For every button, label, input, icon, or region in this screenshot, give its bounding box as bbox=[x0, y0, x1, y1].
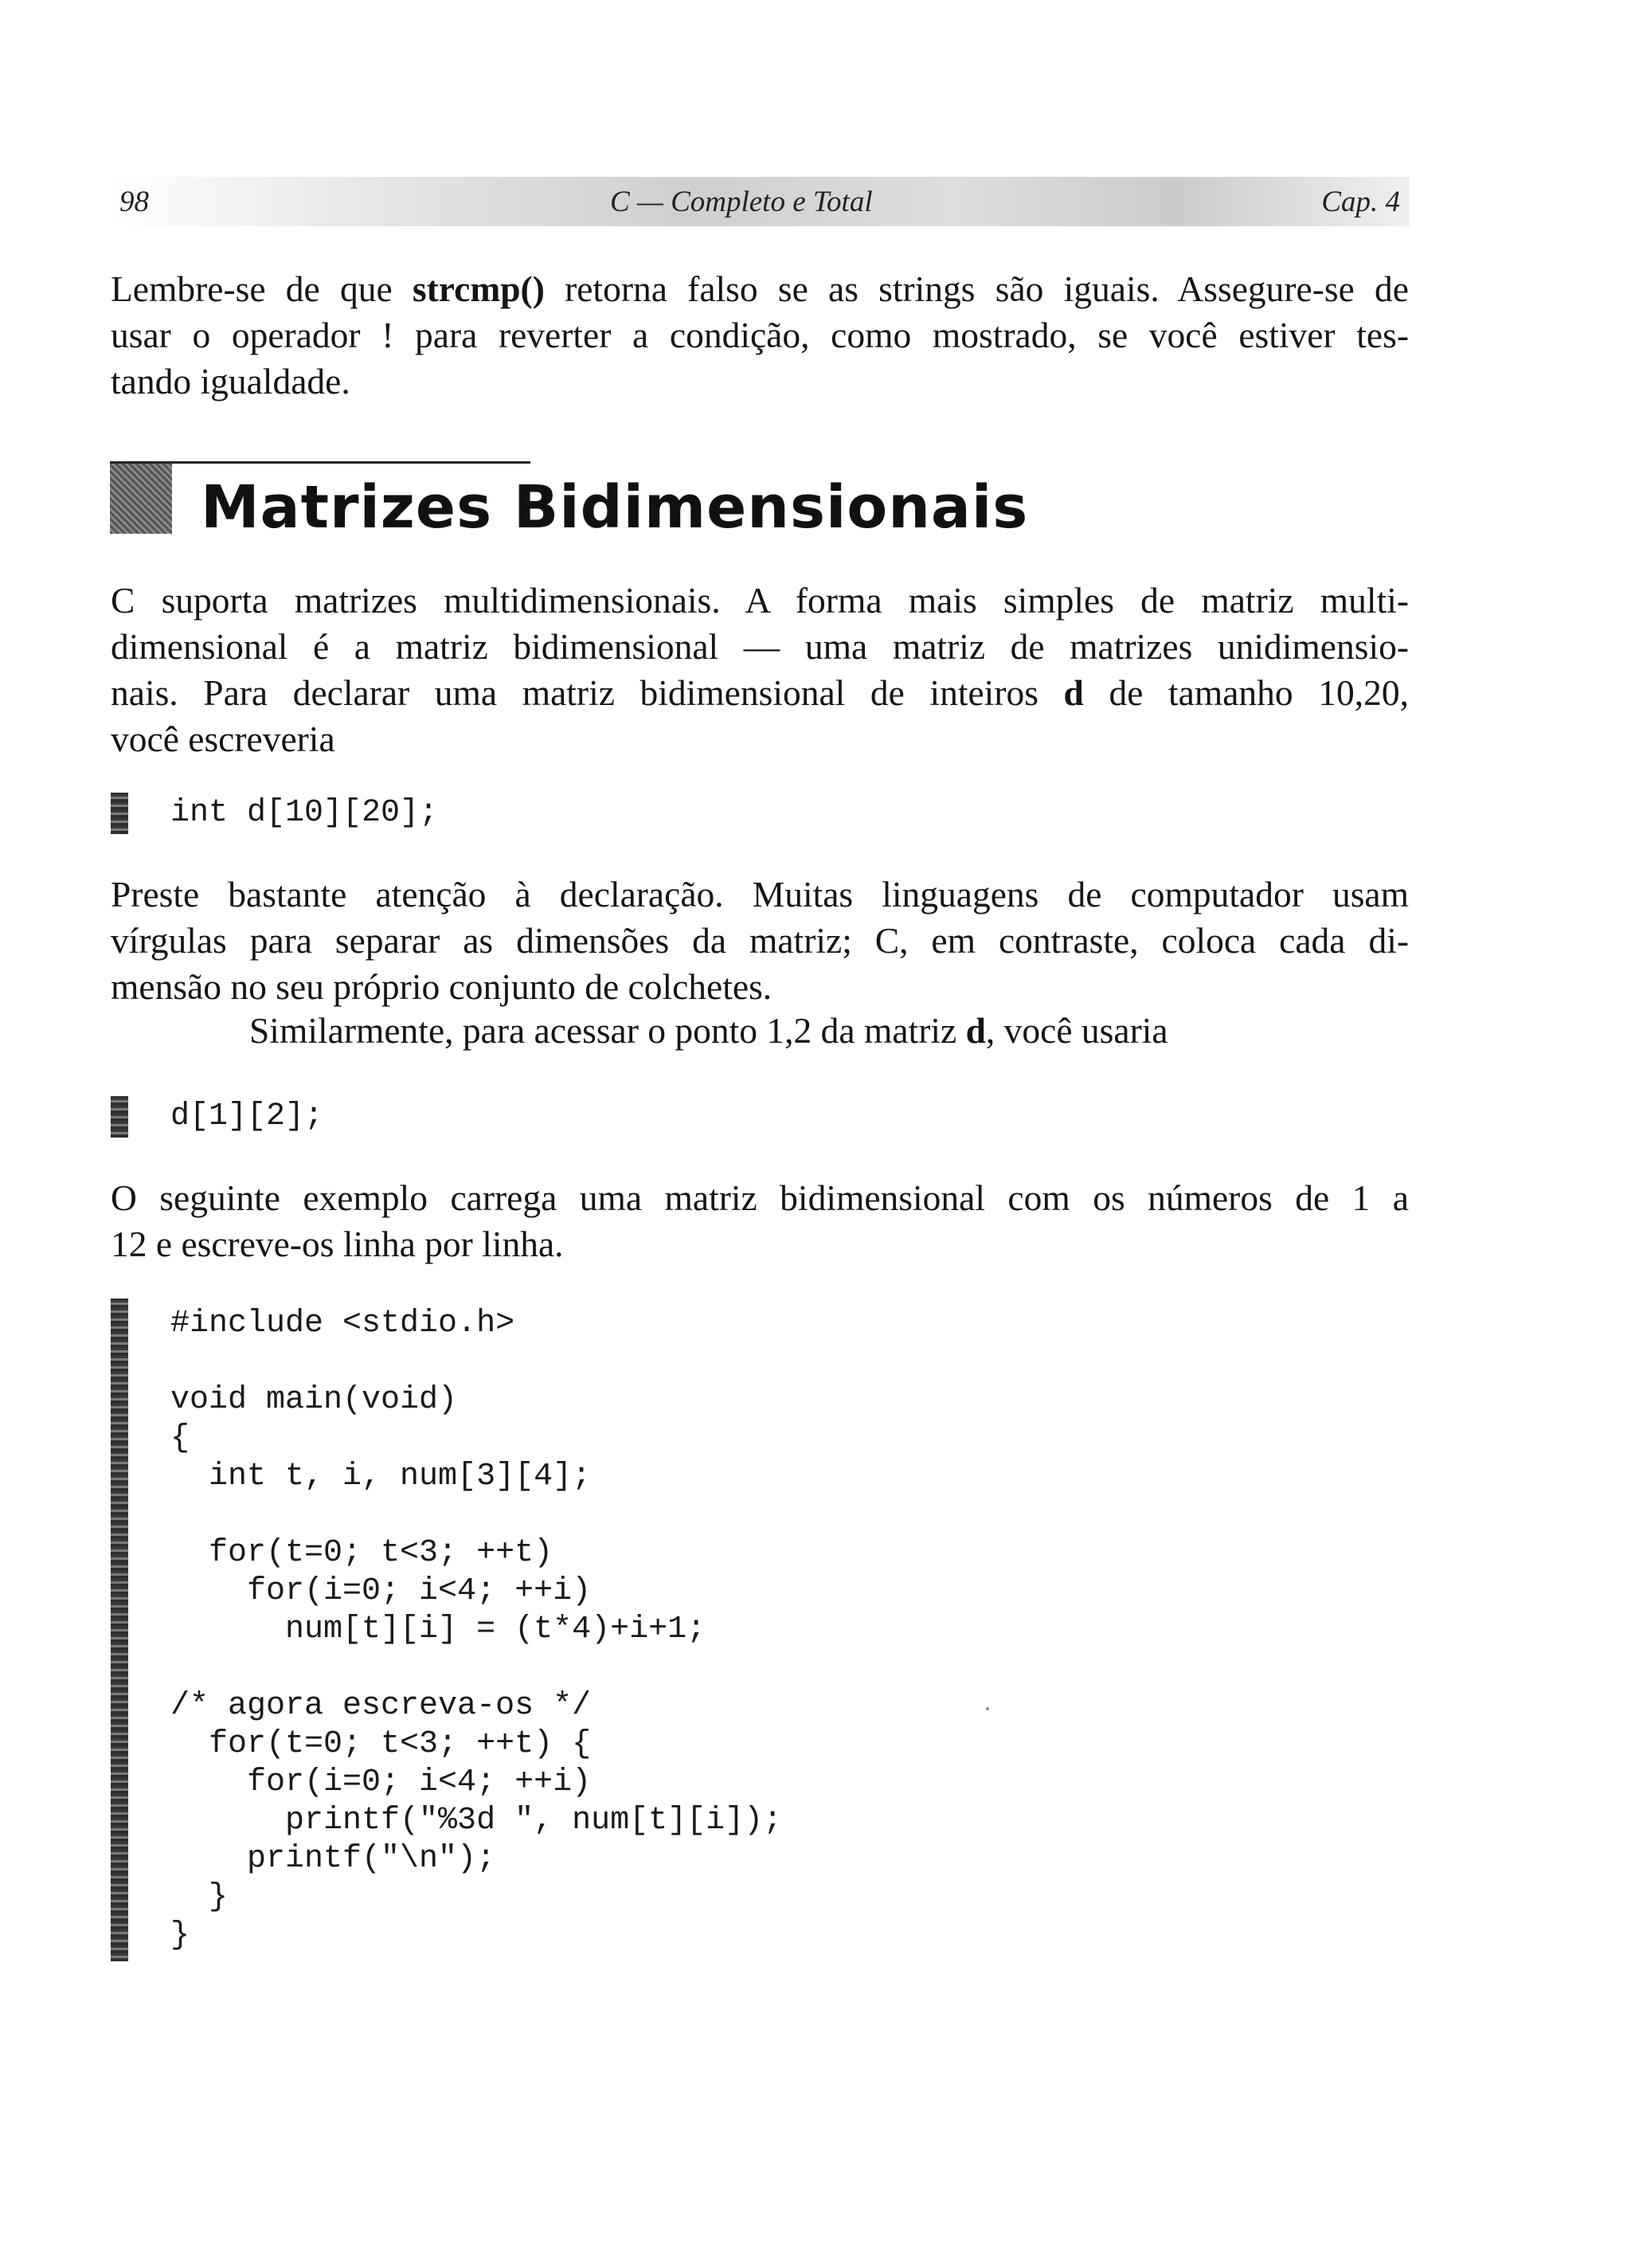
intro-paragraph bbox=[111, 266, 1409, 405]
code-line: printf("%3d ", num[t][i]); bbox=[170, 1803, 783, 1839]
intro-line-2: usar o operador ! para reverter a condição, como mostrado, se você estiver tes- bbox=[111, 315, 1409, 355]
code-line: { bbox=[170, 1420, 190, 1456]
strcmp-keyword: strcmp() bbox=[412, 268, 545, 309]
section-marker-block bbox=[110, 464, 172, 534]
code-block-access bbox=[170, 1098, 323, 1136]
p1-line-2: dimensional é a matriz bidimensional — uma matriz de matrizes unidimensio- bbox=[111, 626, 1409, 667]
p1-line-3: nais. Para declarar uma matriz bidimensional de inteiros d de tamanho 10,20, bbox=[111, 672, 1409, 713]
paragraph-attention bbox=[111, 872, 1409, 1010]
code-line: int t, i, num[3][4]; bbox=[170, 1459, 592, 1494]
code-line: int d[10][20]; bbox=[170, 795, 439, 831]
book-title: C — Completo e Total bbox=[610, 186, 873, 218]
var-d: d bbox=[1063, 672, 1084, 713]
code-line bbox=[170, 1496, 782, 1534]
code-line: } bbox=[170, 1879, 229, 1915]
section-rule bbox=[110, 461, 530, 464]
code-marker-bar bbox=[111, 793, 128, 834]
code-line: for(i=0; i<4; ++i) bbox=[170, 1573, 592, 1609]
page-number: 98 bbox=[119, 186, 149, 218]
code-block-declaration bbox=[170, 794, 438, 832]
code-line: d[1][2]; bbox=[170, 1099, 324, 1134]
code-line: printf("\n"); bbox=[170, 1841, 496, 1877]
code-line: } bbox=[170, 1917, 190, 1953]
code-marker-bar bbox=[111, 1299, 128, 1961]
paragraph-matrices-intro bbox=[111, 578, 1409, 762]
scan-speck bbox=[986, 1707, 989, 1710]
intro-line-1: Lembre-se de que strcmp() retorna falso se as strings são iguais. Assegure-se de bbox=[111, 268, 1409, 309]
var-d-access: d bbox=[965, 1010, 986, 1051]
code-line: for(i=0; i<4; ++i) bbox=[170, 1765, 592, 1800]
code-line: for(t=0; t<3; ++t) bbox=[170, 1535, 553, 1571]
code-line: num[t][i] = (t*4)+i+1; bbox=[170, 1612, 706, 1647]
p1-line-1: C suporta matrizes multidimensionais. A forma mais simples de matriz multi- bbox=[111, 580, 1409, 621]
p3-line-1: Similarmente, para acessar o ponto 1,2 da matriz d, você usaria bbox=[249, 1010, 1168, 1051]
code-line: void main(void) bbox=[170, 1382, 458, 1418]
code-line bbox=[170, 1343, 782, 1381]
code-line bbox=[170, 1649, 782, 1687]
p2-line-1: Preste bastante atenção à declaração. Muitas linguagens de computador usam bbox=[111, 874, 1409, 915]
running-header bbox=[108, 177, 1410, 226]
code-line: #include <stdio.h> bbox=[170, 1306, 515, 1342]
chapter-label: Cap. 4 bbox=[1321, 186, 1400, 218]
p4-line-1: O seguinte exemplo carrega uma matriz bidimensional com os números de 1 a bbox=[111, 1177, 1409, 1218]
p1-line-4: você escreveria bbox=[111, 719, 335, 759]
paragraph-example bbox=[111, 1175, 1409, 1267]
code-line: for(t=0; t<3; ++t) { bbox=[170, 1726, 592, 1762]
section-title: Matrizes Bidimensionais bbox=[201, 473, 1029, 542]
p4-line-2: 12 e escreve-os linha por linha. bbox=[111, 1224, 564, 1264]
code-line: /* agora escreva-os */ bbox=[170, 1688, 592, 1724]
p2-line-2: vírgulas para separar as dimensões da matriz; C, em contraste, coloca cada di- bbox=[111, 920, 1409, 961]
p2-line-3: mensão no seu próprio conjunto de colchetes. bbox=[111, 966, 772, 1007]
intro-line-3: tando igualdade. bbox=[111, 361, 350, 402]
paragraph-access bbox=[249, 1008, 1409, 1054]
code-block-example bbox=[170, 1305, 782, 1955]
code-marker-bar bbox=[111, 1096, 128, 1138]
